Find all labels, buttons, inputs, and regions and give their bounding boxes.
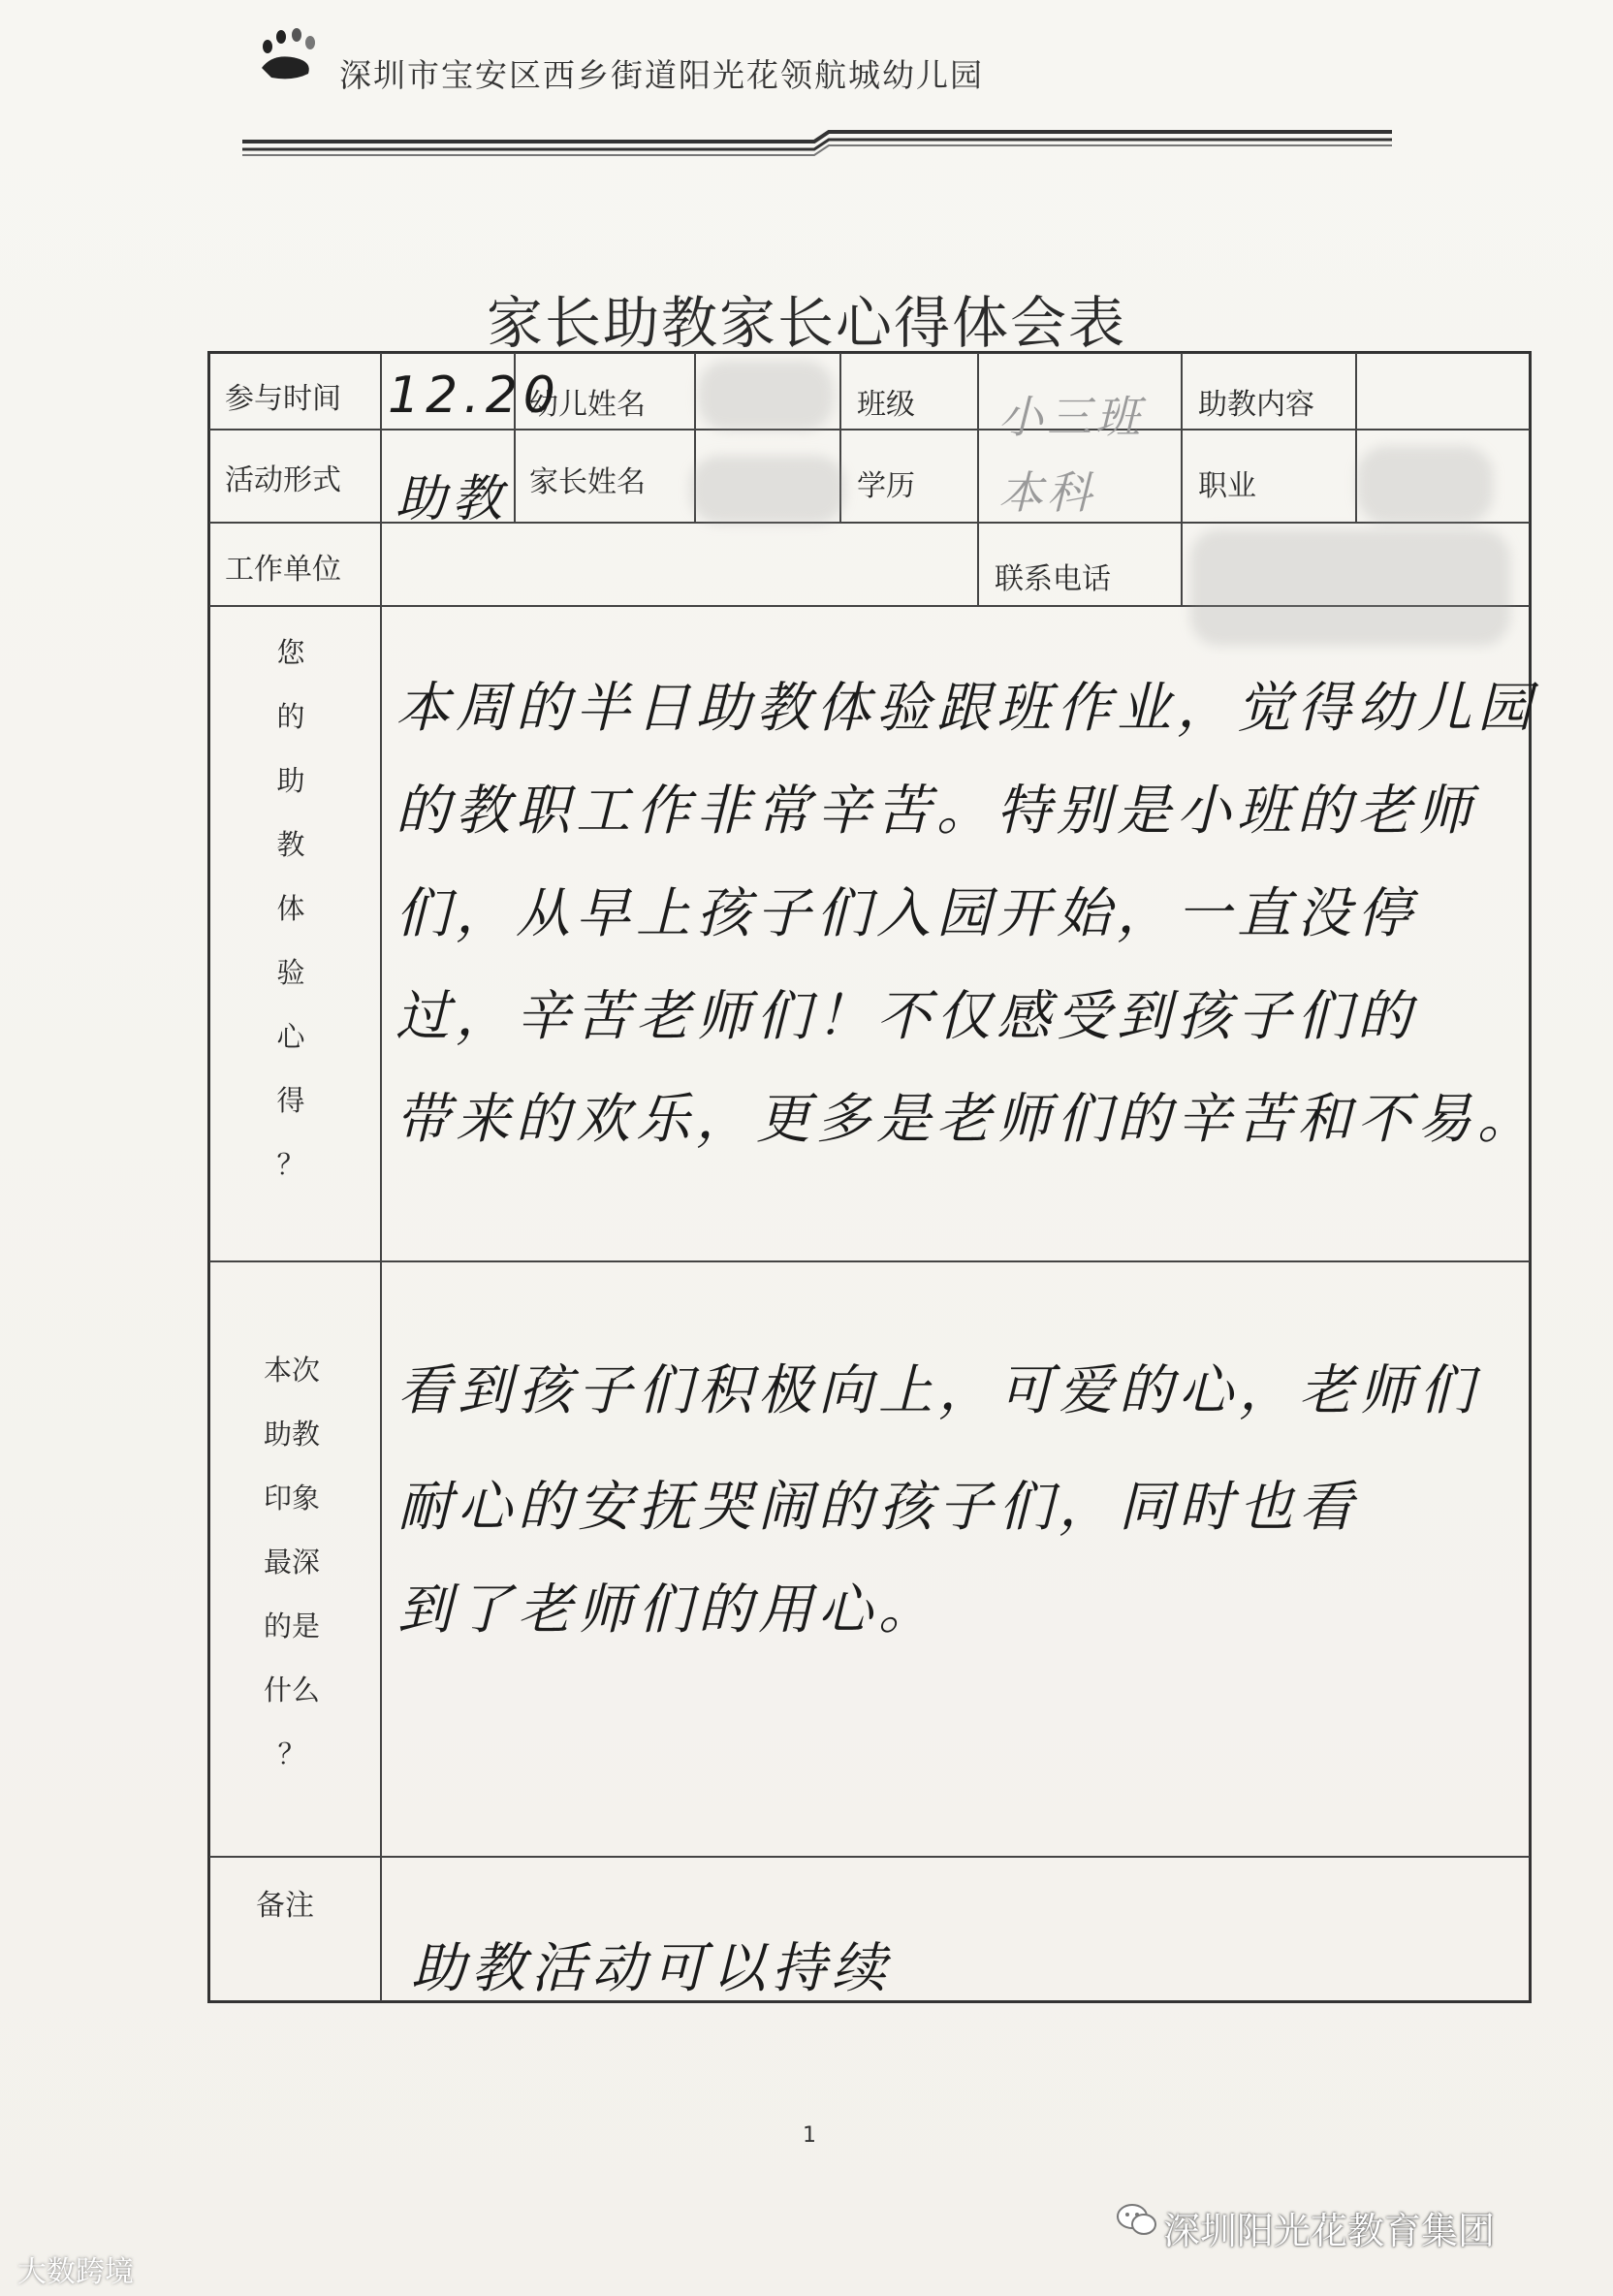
- value-class: 小三班: [998, 391, 1144, 443]
- row-divider: [209, 1856, 1530, 1858]
- question-char: 教: [276, 828, 305, 861]
- experience-question-label: [262, 621, 320, 1196]
- question-char: 验: [276, 956, 305, 989]
- question-char: 助: [276, 764, 305, 797]
- question-char: 得: [276, 1084, 305, 1117]
- wechat-icon: [1115, 2197, 1159, 2242]
- redaction-smudge: [698, 361, 834, 430]
- question-line: 最深: [263, 1546, 320, 1578]
- question-line: ？: [277, 1738, 306, 1770]
- watermark-left: 大数跨境: [17, 2255, 134, 2289]
- label-work-unit: 工作单位: [225, 553, 341, 587]
- question-line: 什么: [263, 1674, 320, 1706]
- label-class: 班级: [857, 388, 915, 422]
- question-char: 心: [276, 1020, 305, 1053]
- question-char: 您: [276, 636, 305, 669]
- question-char: 的: [276, 700, 305, 733]
- label-occupation: 职业: [1198, 469, 1256, 503]
- experience-line: 的教职工作非常辛苦。特别是小班的老师: [395, 780, 1477, 843]
- label-parent-name: 家长姓名: [529, 465, 646, 499]
- label-phone: 联系电话: [995, 562, 1111, 596]
- experience-line: 带来的欢乐，更多是老师们的辛苦和不易。: [395, 1088, 1537, 1151]
- experience-line: 们，从早上孩子们入园开始，一直没停: [395, 882, 1417, 945]
- value-participation-time: 12.20: [388, 367, 561, 425]
- question-char: 体: [276, 892, 305, 925]
- label-participation-time: 参与时间: [225, 382, 341, 416]
- value-education: 本科: [998, 466, 1095, 519]
- header-rule: [242, 128, 1392, 161]
- impression-line: 耐心的安抚哭闹的孩子们，同时也看: [397, 1476, 1359, 1539]
- experience-line: 过，辛苦老师们！不仅感受到孩子们的: [395, 985, 1417, 1048]
- remarks-text: 助教活动可以持续: [411, 1937, 892, 2000]
- col-divider: [977, 353, 979, 605]
- question-line: 本次: [263, 1354, 320, 1387]
- col-divider: [1181, 353, 1183, 605]
- impression-question-label: [248, 1338, 335, 1786]
- col-divider: [380, 353, 382, 2001]
- label-child-name: 幼儿姓名: [529, 388, 646, 422]
- redaction-smudge: [690, 456, 845, 524]
- row-divider: [209, 429, 1530, 430]
- row-divider: [209, 1260, 1530, 1262]
- impression-line: 看到孩子们积极向上，可爱的心，老师们: [397, 1359, 1479, 1422]
- page-number: 1: [803, 2123, 816, 2148]
- school-name: 深圳市宝安区西乡街道阳光花领航城幼儿园: [339, 56, 984, 94]
- label-education: 学历: [857, 469, 915, 503]
- watermark-right: 深圳阳光花教育集团: [1163, 2210, 1496, 2252]
- label-remarks: 备注: [256, 1889, 314, 1923]
- handprint-logo-icon: [254, 25, 332, 83]
- label-assist-content: 助教内容: [1198, 388, 1314, 422]
- redaction-smudge: [1357, 446, 1493, 524]
- question-char: ？: [276, 1148, 305, 1181]
- question-line: 助教: [263, 1418, 320, 1451]
- question-line: 印象: [263, 1482, 320, 1515]
- label-activity-form: 活动形式: [225, 463, 341, 497]
- value-activity-form: 助教: [395, 470, 509, 528]
- impression-line: 到了老师们的用心。: [397, 1578, 938, 1642]
- redaction-smudge: [1190, 529, 1510, 646]
- question-line: 的是: [263, 1610, 320, 1642]
- experience-line: 本周的半日助教体验跟班作业，觉得幼儿园: [395, 677, 1537, 740]
- form-title: 家长助教家长心得体会表: [486, 290, 1126, 356]
